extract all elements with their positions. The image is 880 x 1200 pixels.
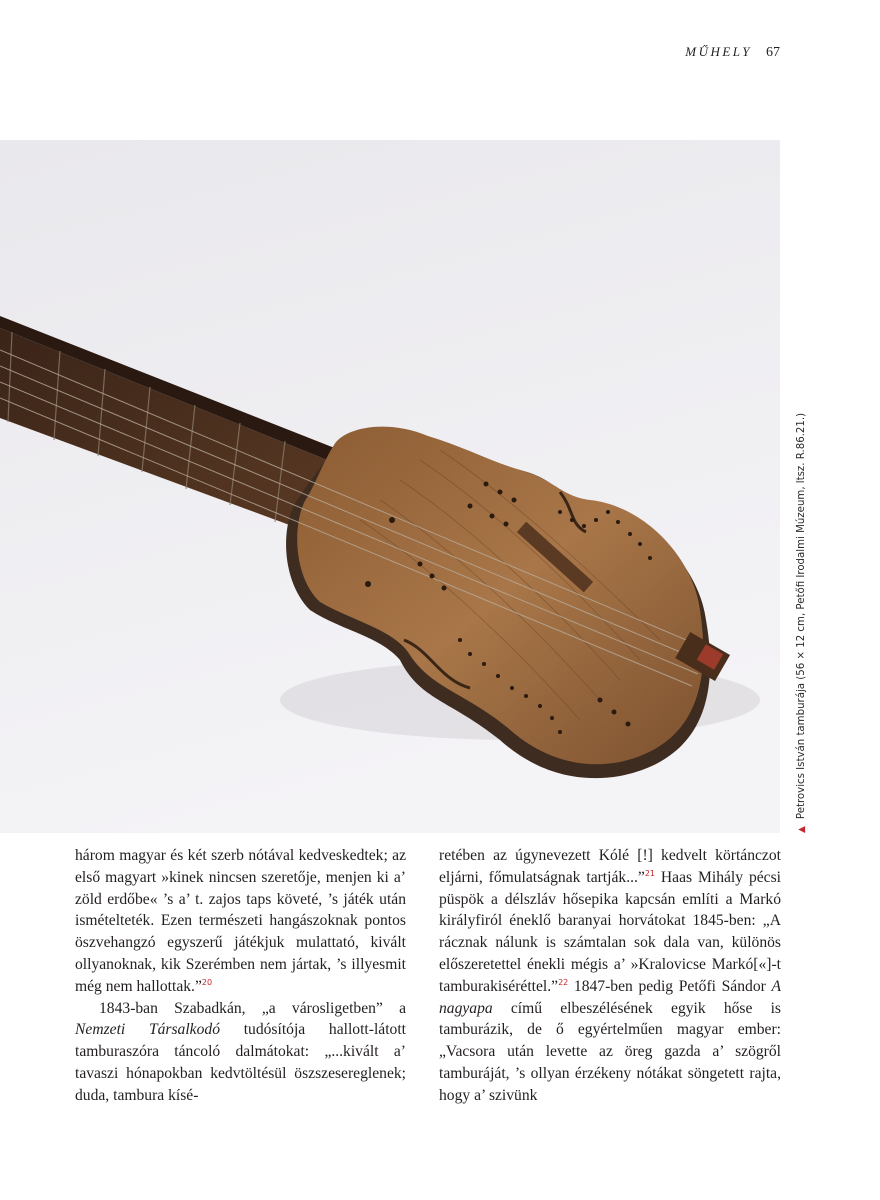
tambura-photo bbox=[0, 140, 780, 833]
right-column bbox=[439, 845, 781, 1107]
page-number: 67 bbox=[766, 45, 780, 60]
running-head bbox=[685, 44, 780, 61]
caption-marker: ▲ bbox=[797, 826, 807, 833]
left-para-2 bbox=[75, 998, 406, 1107]
figure-caption bbox=[796, 413, 807, 833]
right-para-1 bbox=[439, 845, 781, 1107]
left-para-2-text-a: 1843-ban Szabadkán, „a városligetben” a bbox=[99, 999, 406, 1017]
right-para-1-italic: A nagyapa bbox=[439, 977, 781, 1017]
left-para-1 bbox=[75, 845, 406, 998]
right-para-1-text-c: 1847-ben pedig Petőfi Sándor bbox=[568, 977, 772, 995]
left-para-2-italic: Nemzeti Társalkodó bbox=[75, 1021, 220, 1039]
left-para-1-text: három magyar és két szerb nótával kedveskedtek; az első magyart »kinek nincsen szeretője, menjen ki a’ zöld erdőbe« ’s a’ t. zajos taps követé, ’s játék után ismételteték. Ezen természeti hangászoknak pontos öszvehangzó egyszerű játékjuk mulattató, kivált ollyanoknak, kik Szerémben nem jártak, ’s illyesmit még nem hallottak.” bbox=[75, 847, 406, 995]
right-para-1-text-b: Haas Mihály pécsi püspök a délszláv hősepika kapcsán említi a Markó királyfiról éneklő baranyai horvátokat 1845-ben: „A rácznak nálunk is számtalan sok dala van, különös előszeretettel énekli mégis a’ »Kralovicse Markó[«]-t tamburakiséréttel.” bbox=[439, 868, 781, 995]
left-column bbox=[75, 845, 406, 1107]
right-para-1-text-a: retében az úgynevezett Kólé [!] kedvelt körtánczot eljárni, főmulatságnak tartják...” bbox=[439, 847, 781, 886]
caption-text: Petrovics István tamburája (56 × 12 cm, Petőfi Irodalmi Múzeum, ltsz. R.86.21.) bbox=[796, 412, 807, 820]
footnote-ref[interactable]: 22 bbox=[558, 977, 569, 987]
section-title: MŰHELY bbox=[685, 44, 752, 59]
right-para-1-text-d: című elbeszélésének egyik hőse is tamburázik, de ő egyértelműen magyar ember: „Vacsora után levette az öreg gazda a’ szögről tamburáját, ’s ollyan érzékeny nótákat söngetett rajta, hogy a’ szivünk bbox=[439, 999, 781, 1104]
left-para-2-text-b: tudósítója hallott-látott tamburaszóra táncoló dalmátokat: „...kivált a’ tavaszi hónapokban kedvtöltésül öszszesereglenek; duda, tambura kísé- bbox=[75, 1021, 407, 1104]
footnote-ref[interactable]: 20 bbox=[201, 977, 213, 987]
footnote-ref[interactable]: 21 bbox=[644, 868, 655, 878]
